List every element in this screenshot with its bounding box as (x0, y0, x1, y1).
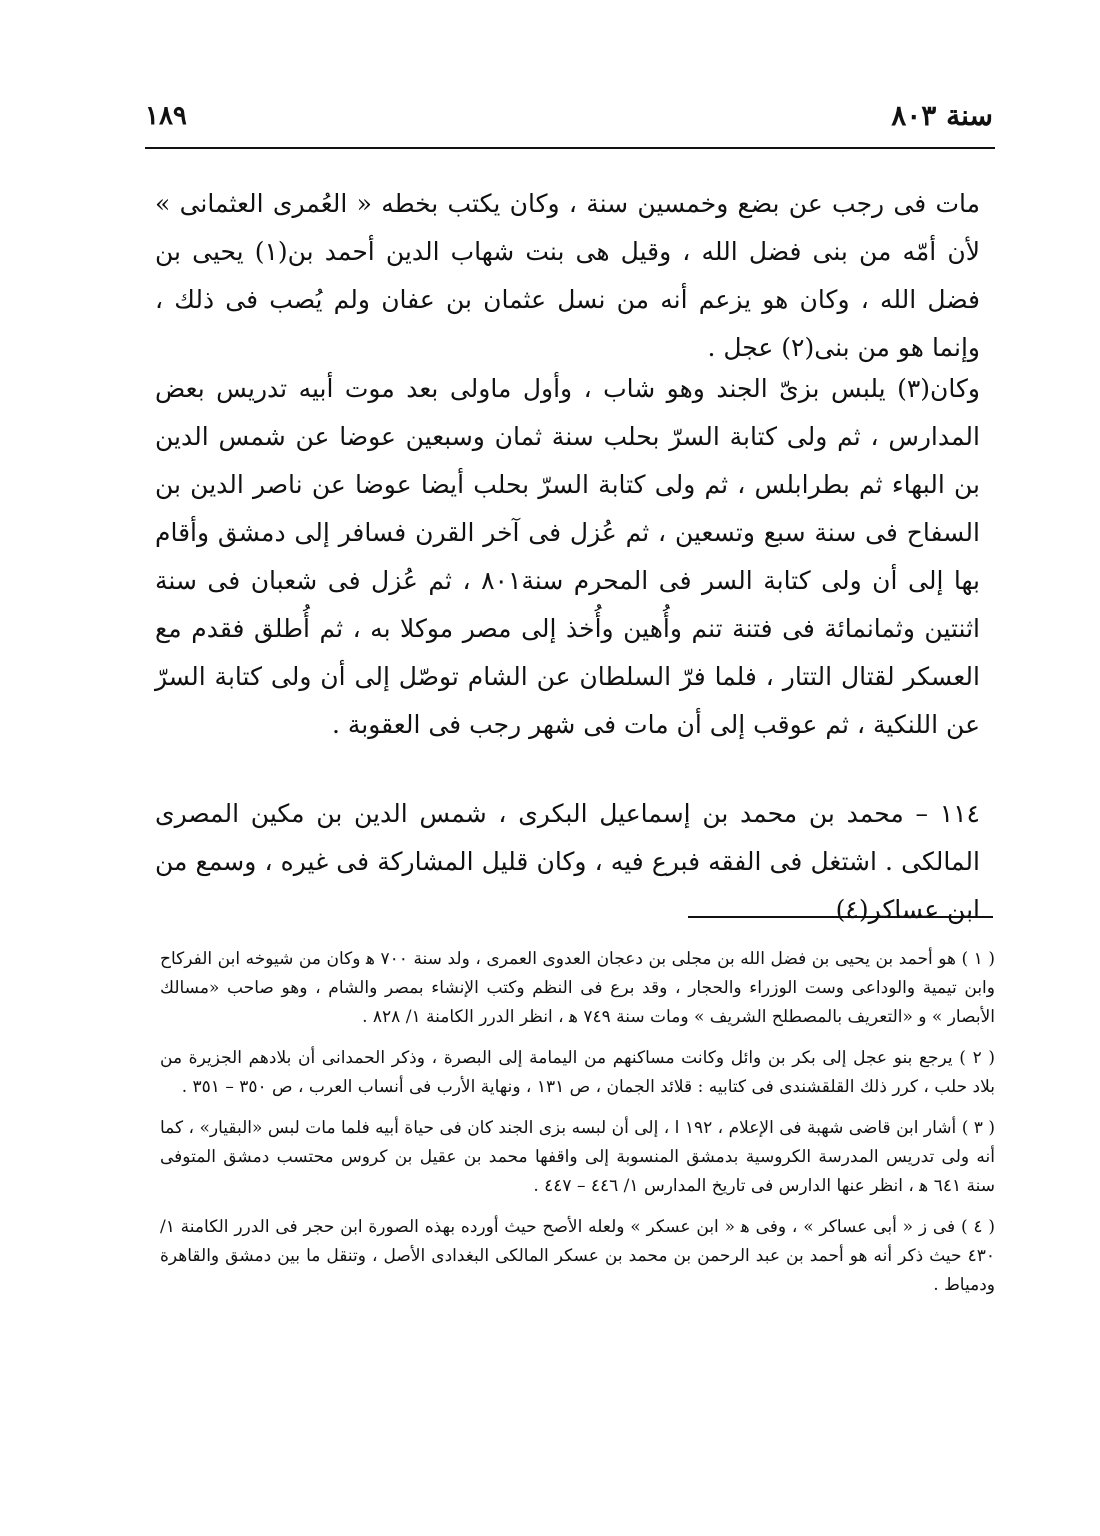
paragraph-text: مات فى رجب عن بضع وخمسين سنة ، وكان يكتب بخطه « العُمرى العثمانى » لأن أمّه من بنى فضل الله ، وقيل هى بنت شهاب الدين أحمد بن(١) يحيى بن فضل الله ، وكان هو يزعم أنه من نسل عثمان بن عفان ولم يُصب فى ذلك ، وإنما هو من بنى(٢) عجل . (155, 189, 981, 362)
footnote-1: ( ١ ) هو أحمد بن يحيى بن فضل الله بن مجلى بن دعجان العدوى العمرى ، ولد سنة ٧٠٠ ﻫ وكان من شيوخه ابن الفركاح وابن تيمية والوداعى وست الوزراء والحجار ، وقد برع فى النظم وكتب الإنشاء بمصر والشام ، وهو صاحب «مسالك الأبصار » و «التعريف بالمصطلح الشريف » ومات سنة ٧٤٩ ﻫ ، انظر الدرر الكامنة ١/ ٨٢٨ . (160, 949, 995, 1027)
footnotes-section (160, 945, 995, 1300)
body-paragraph-1 (155, 180, 980, 372)
body-paragraph-2 (155, 365, 980, 749)
footnote-3: ( ٣ ) أشار ابن قاضى شهبة فى الإعلام ، ١٩٢ ا ، إلى أن لبسه بزى الجند كان فى حياة أبيه فلما مات لبس «البقيار» ، كما أنه ولى تدريس المدرسة الكروسية بدمشق المنسوبة إلى واقفها محمد بن عقيل بن كروس محتسب دمشق المتوفى سنة ٦٤١ ﻫ ، انظر عنها الدارس فى تاريخ المدارس ١/ ٤٤٦ – ٤٤٧ . (160, 1118, 995, 1196)
footnote-4: ( ٤ ) فى ز « أبى عساكر » ، وفى ﻫ « ابن عسكر » ولعله الأصح حيث أورده بهذه الصورة ابن حجر فى الدرر الكامنة ١/ ٤٣٠ حيث ذكر أنه هو أحمد بن عبد الرحمن بن محمد بن عسكر المالكى البغدادى الأصل ، وتنقل ما بين دمشق والقاهرة ودمياط . (160, 1217, 995, 1295)
paragraph-text: ١١٤ – محمد بن محمد بن إسماعيل البكرى ، شمس الدين بن مكين المصرى المالكى . اشتغل فى الفقه فبرع فيه ، وكان قليل المشاركة فى غيره ، وسمع من ابن عساكر(٤) (155, 799, 980, 924)
page-header (145, 95, 995, 145)
biography-entry-114 (155, 790, 980, 934)
running-head: سنة ٨٠٣ (891, 99, 993, 132)
header-rule (145, 147, 995, 149)
footnote-separator (688, 916, 993, 918)
page-number: ١٨٩ (145, 101, 187, 131)
paragraph-text: وكان(٣) يلبس بزىّ الجند وهو شاب ، وأول ماولى بعد موت أبيه تدريس بعض المدارس ، ثم ولى كتابة السرّ بحلب سنة ثمان وسبعين عوضا عن شمس الدين بن البهاء ثم بطرابلس ، ثم ولى كتابة السرّ بحلب أيضا عوضا عن ناصر الدين بن السفاح فى سنة سبع وتسعين ، ثم عُزل فى آخر القرن فسافر إلى دمشق وأقام بها إلى أن ولى كتابة السر فى المحرم سنة٨٠١ ، ثم عُزل فى شعبان فى سنة اثنتين وثمانمائة فى فتنة تنم وأُهين وأُخذ إلى مصر موكلا به ، ثم أُطلق فقدم مع العسكر لقتال التتار ، فلما فرّ السلطان عن الشام توصّل إلى أن ولى كتابة السرّ عن اللنكية ، ثم عوقب إلى أن مات فى شهر رجب فى العقوبة . (155, 374, 980, 739)
footnote-2: ( ٢ ) يرجع بنو عجل إلى بكر بن وائل وكانت مساكنهم من اليمامة إلى البصرة ، وذكر الحمدانى أن بلادهم الجزيرة من بلاد حلب ، كرر ذلك القلقشندى فى كتابيه : قلائد الجمان ، ص ١٣١ ، ونهاية الأرب فى أنساب العرب ، ص ٣٥٠ – ٣٥١ . (160, 1048, 995, 1097)
